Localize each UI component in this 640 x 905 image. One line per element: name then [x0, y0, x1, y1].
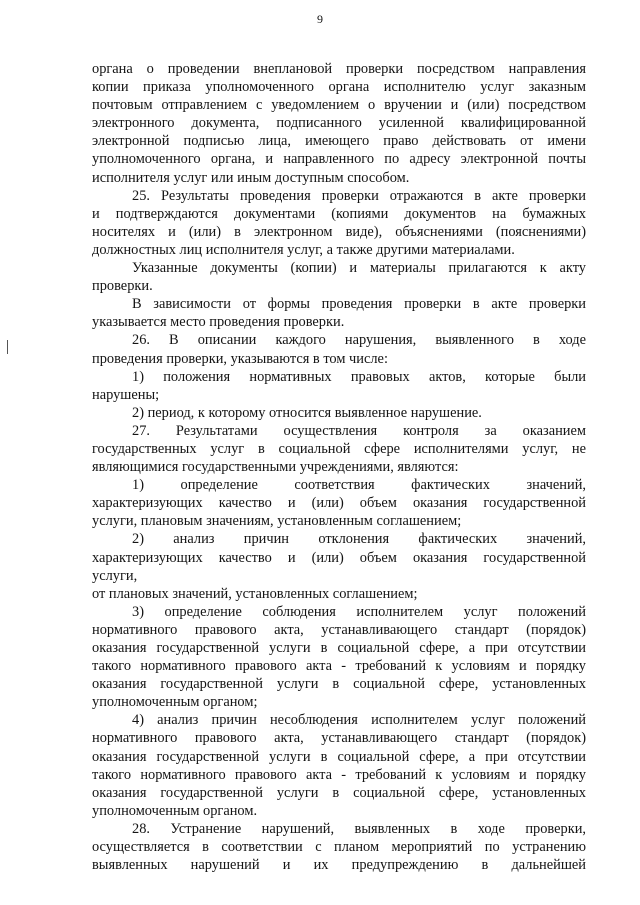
text-line: услуги, [92, 567, 138, 584]
text-line: осуществляется в соответствии с планом мероприятий по устранению [92, 839, 586, 856]
text-line: уполномоченным органом; [92, 694, 258, 711]
text-line: Указанные документы (копии) и материалы прилагаются к акту [132, 260, 586, 277]
text-line: такого нормативного правового акта - требований к условиям и порядку [92, 766, 586, 783]
text-line: нормативного правового акта, устанавливающего стандарт (порядок) [92, 730, 586, 747]
text-line: оказания государственной услуги в социальной сфере, установленных [92, 676, 586, 693]
text-line: 1) определение соответствия фактических значений, [132, 477, 586, 494]
text-line: характеризующих качество и (или) объем оказания государственной [92, 495, 586, 512]
text-line: услуги, плановым значениям, установленным соглашением; [92, 513, 462, 530]
text-line: нарушены; [92, 386, 160, 403]
text-line: электронной подписью лица, имеющего право действовать от имени [92, 133, 586, 150]
text-line: оказания государственной услуги в социальной сфере, а при отсутствии [92, 640, 586, 656]
text-line: от плановых значений, установленных соглашением; [92, 585, 418, 602]
text-line: нормативного правового акта, устанавливающего стандарт (порядок) [92, 621, 586, 638]
text-line: государственных услуг в социальной сфере исполнителями услуг, не [92, 440, 586, 457]
text-line: 28. Устранение нарушений, выявленных в ходе проверки, [132, 820, 586, 837]
text-line: оказания государственной услуги в социальной сфере, а при отсутствии [92, 748, 586, 765]
margin-mark [7, 340, 8, 354]
text-line: являющимися государственными учреждениями, являются: [92, 459, 459, 476]
text-line: 26. В описании каждого нарушения, выявленного в ходе [132, 332, 586, 349]
text-line: исполнителя услуг или иным доступным способом. [92, 169, 410, 186]
text-line: указывается место проведения проверки. [92, 314, 345, 331]
text-line: оказания государственной услуги в социальной сфере, установленных [92, 784, 586, 801]
text-line: носителях и (или) в электронном виде), объяснениями (пояснениями) [92, 223, 586, 240]
text-line: проведения проверки, указываются в том числе: [92, 350, 388, 367]
text-line: 1) положения нормативных правовых актов, которые были [132, 368, 586, 385]
text-line: В зависимости от формы проведения проверки в акте проверки [132, 296, 586, 313]
text-line: 2) анализ причин отклонения фактических значений, [132, 531, 586, 548]
text-line: уполномоченного органа, и направленного по адресу электронной почты [92, 151, 586, 168]
text-line: выявленных нарушений и их предупреждению в дальнейшей [92, 857, 586, 874]
text-line: 25. Результаты проведения проверки отражаются в акте проверки [132, 187, 586, 204]
text-line: органа о проведении внеплановой проверки посредством направления [92, 61, 586, 77]
text-line: 3) определение соблюдения исполнителем услуг положений [132, 603, 586, 620]
page-number: 9 [317, 12, 323, 26]
text-line: проверки. [92, 278, 153, 295]
text-line: электронного документа, подписанного усиленной квалифицированной [92, 115, 586, 132]
text-line: должностных лиц исполнителя услуг, а также другими материалами. [92, 241, 515, 258]
text-line: 27. Результатами осуществления контроля за оказанием [132, 422, 586, 439]
text-line: 2) период, к которому относится выявленное нарушение. [132, 404, 482, 421]
text-line: такого нормативного правового акта - требований к условиям и порядку [92, 658, 586, 675]
text-line: уполномоченным органом. [92, 802, 258, 819]
text-line: копии приказа уполномоченного органа исполнителю услуг заказным [92, 79, 586, 96]
text-line: характеризующих качество и (или) объем оказания государственной [92, 549, 586, 566]
text-line: и подтверждаются документами (копиями документов на бумажных [92, 205, 586, 222]
document-body [92, 60, 586, 874]
text-line: почтовым отправлением с уведомлением о вручении и (или) посредством [92, 97, 586, 114]
text-line: 4) анализ причин несоблюдения исполнителем услуг положений [132, 712, 586, 729]
